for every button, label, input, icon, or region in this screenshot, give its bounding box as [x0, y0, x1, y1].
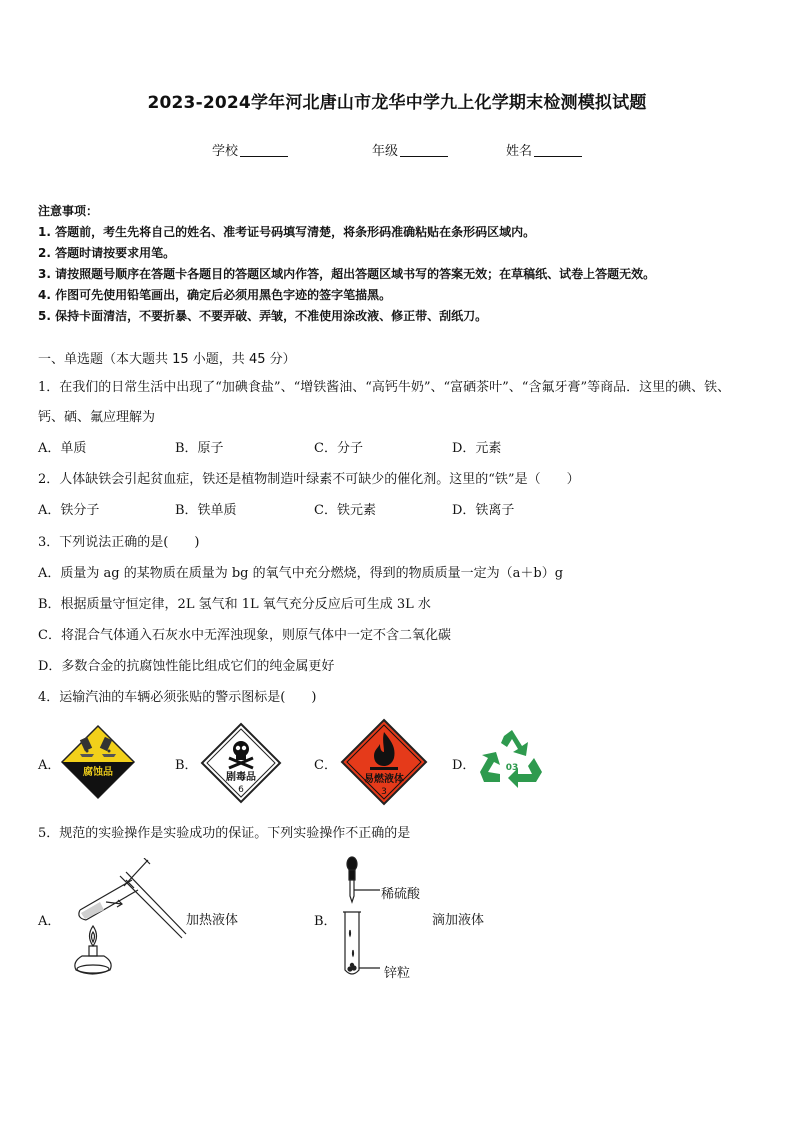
- question-1-text: 1．在我们的日常生活中出现了“加碘食盐”、“增铁酱油、“高钙牛奶”、“富硒茶叶”、“含氟牙膏”等商品．这里的碘、铁、: [38, 380, 731, 395]
- notes-item: 2. 答题时请按要求用笔。: [38, 246, 176, 260]
- flammable-sign-number: 3: [381, 787, 387, 797]
- q1-option-c: C．分子: [314, 441, 363, 456]
- grade-label: 年级: [372, 144, 399, 159]
- question-4-text: 4．运输汽油的车辆必须张贴的警示图标是( ): [38, 690, 317, 705]
- q1-option-a: A．单质: [38, 441, 87, 456]
- recycle-sign-text: 03: [505, 763, 519, 773]
- q5-caption-b: 滴加液体: [432, 913, 485, 928]
- q2-option-c: C．铁元素: [314, 503, 376, 518]
- q5-zinc-label: 锌粒: [384, 966, 411, 981]
- q5-caption-a: 加热液体: [186, 913, 239, 928]
- notes-item: 5. 保持卡面清洁，不要折暴、不要弄破、弄皱，不准使用涂改液、修正带、刮纸刀。: [38, 309, 488, 323]
- question-1-text-cont: 钙、硒、氟应理解为: [38, 410, 156, 425]
- q2-option-a: A．铁分子: [38, 503, 100, 518]
- notes-item: 4. 作图可先使用铅笔画出，确定后必须用黑色字迹的签字笔描黑。: [38, 288, 392, 302]
- notes-item: 3. 请按照题号顺序在答题卡各题目的答题区域内作答，超出答题区域书写的答案无效；在草稿纸、试卷上答题无效。: [38, 267, 656, 281]
- q5-dilute-acid-label: 稀硫酸: [381, 887, 421, 902]
- corrosive-sign-text: 腐蚀品: [83, 767, 113, 778]
- notes-item: 1. 答题前，考生先将自己的姓名、准考证号码填写清楚，将条形码准确粘贴在条形码区域内。: [38, 225, 536, 239]
- q4-label-b: B．: [175, 758, 198, 773]
- flammable-sign-text: 易燃液体: [364, 774, 404, 785]
- q1-option-b: B．原子: [175, 441, 224, 456]
- question-5-text: 5．规范的实验操作是实验成功的保证。下列实验操作不正确的是: [38, 826, 411, 841]
- q1-option-d: D．元素: [452, 441, 502, 456]
- grade-field: [372, 140, 448, 159]
- corrosive-sign-icon: [60, 724, 136, 800]
- q5-label-a: A．: [38, 914, 61, 929]
- recycle-sign-icon: [478, 728, 546, 792]
- name-field: [506, 140, 582, 159]
- grade-blank: [400, 143, 448, 157]
- question-2-text: 2．人体缺铁会引起贫血症，铁还是植物制造叶绿素不可缺少的催化剂。这里的“铁”是（ ）: [38, 472, 580, 487]
- q3-option-d: D．多数合金的抗腐蚀性能比组成它们的纯金属更好: [38, 659, 335, 674]
- notes-heading: 注意事项：: [38, 204, 99, 218]
- school-field: [212, 140, 288, 159]
- q4-label-d: D．: [452, 758, 476, 773]
- school-blank: [240, 143, 288, 157]
- section-heading: 一、单选题（本大题共 15 小题，共 45 分）: [38, 352, 296, 367]
- q5-label-b: B．: [314, 914, 337, 929]
- heating-liquid-illustration: [62, 858, 188, 980]
- q3-option-b: B．根据质量守恒定律，2L 氢气和 1L 氧气充分反应后可生成 3L 水: [38, 597, 431, 612]
- toxic-sign-text: 剧毒品: [226, 772, 256, 783]
- q2-option-d: D．铁离子: [452, 503, 515, 518]
- q3-option-c: C．将混合气体通入石灰水中无浑浊现象，则原气体中一定不含二氧化碳: [38, 628, 451, 643]
- question-3-text: 3．下列说法正确的是( ): [38, 535, 200, 550]
- page-title: 2023-2024学年河北唐山市龙华中学九上化学期末检测模拟试题: [147, 93, 647, 113]
- name-label: 姓名: [506, 144, 533, 159]
- q2-option-b: B．铁单质: [175, 503, 237, 518]
- toxic-sign-number: 6: [238, 785, 244, 795]
- school-label: 学校: [212, 144, 239, 159]
- toxic-sign-icon: [200, 722, 282, 804]
- dropper-test-tube-illustration: [340, 852, 380, 978]
- q3-option-a: A．质量为 ag 的某物质在质量为 bg 的氧气中充分燃烧，得到的物质质量一定为（a＋b）g: [38, 566, 564, 581]
- name-blank: [534, 143, 582, 157]
- flammable-liquid-sign-icon: [340, 718, 428, 806]
- q4-label-a: A．: [38, 758, 61, 773]
- q4-label-c: C．: [314, 758, 337, 773]
